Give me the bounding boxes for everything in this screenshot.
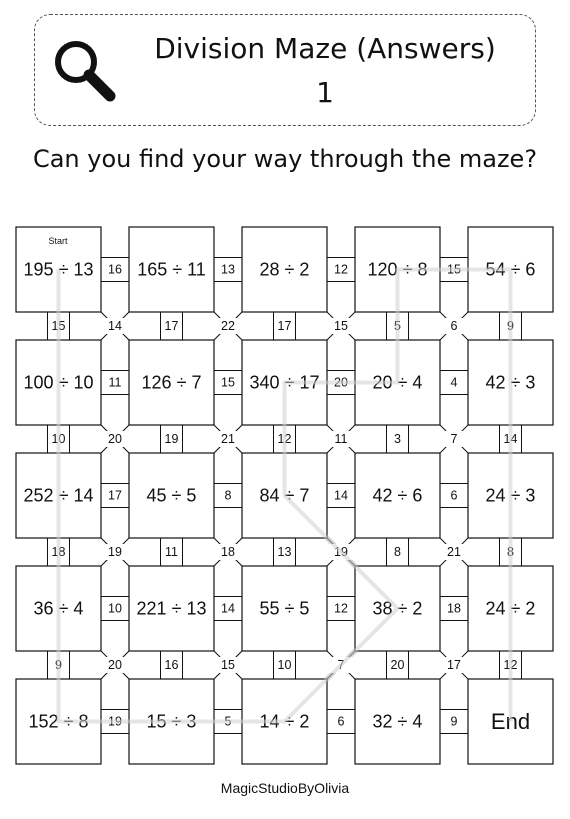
connector-number: 12 [503,658,518,672]
instruction-text: Can you find your way through the maze? [32,145,538,173]
diagonal-connector-number: 11 [334,432,348,446]
diagonal-connector-number: 7 [450,432,458,446]
connector-number: 15 [447,262,461,277]
maze-number: 1 [316,76,334,109]
connector-number: 5 [394,319,401,333]
cell-expression: 55 ÷ 5 [259,598,310,619]
start-label: Start [48,236,68,246]
connector-number: 10 [108,601,122,616]
connector-number: 8 [507,545,514,559]
diagonal-connector-number: 21 [221,432,235,446]
cell-expression: 340 ÷ 17 [249,372,320,393]
connector-number: 3 [394,432,401,446]
connector-number: 16 [164,658,179,672]
cell-expression: 24 ÷ 3 [485,485,536,506]
cell-expression: 221 ÷ 13 [136,598,207,619]
connector-number: 19 [164,432,179,446]
cell-expression: 165 ÷ 11 [137,259,206,280]
connector-number: 11 [165,545,178,559]
connector-number: 18 [447,601,461,616]
connector-number: 15 [221,375,235,390]
connector-number: 13 [277,545,292,559]
diagonal-connector-number: 18 [221,545,235,559]
cell-expression: 152 ÷ 8 [28,711,89,732]
connector-number: 12 [334,601,348,616]
cell-expression: 252 ÷ 14 [23,485,94,506]
connector-number: 20 [334,375,348,390]
connector-number: 9 [507,319,514,333]
connector-number: 9 [450,714,458,729]
cell-expression: 24 ÷ 2 [485,598,536,619]
connector-number: 16 [108,262,122,277]
diagonal-connector-number: 7 [337,658,345,672]
cell-expression: 15 ÷ 3 [146,711,197,732]
cell-expression: 38 ÷ 2 [372,598,423,619]
diagonal-connector-number: 14 [108,319,122,333]
connector-number: 9 [55,658,62,672]
end-cell-label: End [490,709,531,734]
diagonal-connector-number: 15 [221,658,235,672]
connector-number: 11 [108,375,122,390]
cell-expression: 28 ÷ 2 [259,259,310,280]
diagonal-connector-number: 19 [334,545,348,559]
connector-number: 20 [390,658,405,672]
connector-number: 13 [221,262,235,277]
connector-number: 15 [51,319,66,333]
cell-expression: 84 ÷ 7 [259,485,310,506]
connector-number: 4 [450,375,458,390]
footer-credit: MagicStudioByOlivia [220,780,350,796]
diagonal-connector-number: 20 [108,432,122,446]
diagonal-connector-number: 6 [450,319,458,333]
connector-number: 5 [224,714,232,729]
cell-expression: 32 ÷ 4 [372,711,423,732]
connector-number: 10 [277,658,292,672]
diagonal-connector-number: 19 [108,545,122,559]
connector-number: 17 [108,488,122,503]
connector-number: 6 [337,714,345,729]
cell-expression: 42 ÷ 3 [485,372,536,393]
cell-expression: 54 ÷ 6 [485,259,536,280]
diagonal-connector-number: 17 [447,658,461,672]
connector-number: 14 [334,488,348,503]
connector-number: 14 [221,601,235,616]
diagonal-connector-number: 22 [221,319,235,333]
connector-number: 17 [164,319,179,333]
cell-expression: 45 ÷ 5 [146,485,197,506]
cell-expression: 126 ÷ 7 [141,372,202,393]
connector-number: 8 [224,488,232,503]
connector-number: 12 [277,432,292,446]
connector-number: 12 [334,262,348,277]
connector-number: 18 [51,545,66,559]
connector-number: 17 [277,319,292,333]
cell-expression: 42 ÷ 6 [372,485,423,506]
connector-number: 14 [503,432,518,446]
diagonal-connector-number: 21 [447,545,461,559]
connector-number: 8 [394,545,401,559]
connector-number: 6 [450,488,458,503]
diagonal-connector-number: 15 [334,319,348,333]
cell-expression: 14 ÷ 2 [259,711,310,732]
cell-expression: 20 ÷ 4 [372,372,423,393]
cell-expression: 120 ÷ 8 [367,259,428,280]
connector-number: 19 [108,714,122,729]
page-title: Division Maze (Answers) [154,32,496,65]
cell-expression: 195 ÷ 13 [23,259,94,280]
cell-expression: 36 ÷ 4 [33,598,84,619]
cell-expression: 100 ÷ 10 [23,372,94,393]
diagonal-connector-number: 20 [108,658,122,672]
connector-number: 10 [51,432,66,446]
